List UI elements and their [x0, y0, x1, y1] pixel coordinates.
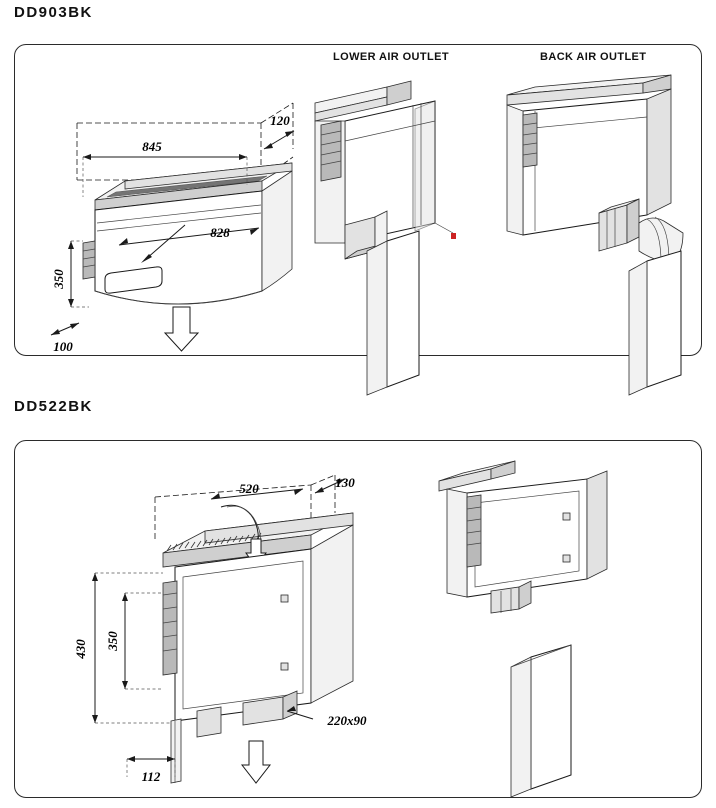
- dd522bk-assembly-view: [439, 461, 607, 797]
- dim-520: 520: [239, 481, 259, 496]
- diagram-panel-dd903bk: [14, 44, 702, 356]
- down-arrow-icon: [165, 307, 198, 351]
- model-title-dd903bk: DD903BK: [14, 4, 93, 21]
- dd522bk-drawings: [15, 441, 703, 799]
- panel-label-back-air-outlet: BACK AIR OUTLET: [540, 51, 647, 63]
- dd903bk-isometric-view: [51, 103, 294, 354]
- model-title-dd522bk: DD522BK: [14, 398, 93, 415]
- dim-220x90: 220x90: [327, 713, 367, 728]
- dim-845: 845: [142, 139, 162, 154]
- red-marker-icon: [451, 233, 456, 239]
- dim-828: 828: [210, 225, 230, 240]
- dd903bk-lower-air-outlet-view: [315, 81, 456, 395]
- dim-350: 350: [105, 631, 120, 651]
- dim-120: 120: [270, 113, 290, 128]
- panel-label-lower-air-outlet: LOWER AIR OUTLET: [333, 51, 449, 63]
- dim-430: 430: [73, 639, 88, 659]
- dd903bk-drawings: [15, 45, 703, 357]
- dd522bk-isometric-view: [73, 475, 367, 784]
- dim-350: 350: [51, 269, 66, 289]
- dim-100: 100: [53, 339, 73, 354]
- down-arrow-icon: [242, 741, 270, 783]
- diagram-panel-dd522bk: [14, 440, 702, 798]
- dim-130: 130: [335, 475, 355, 490]
- dd903bk-back-air-outlet-view: [507, 75, 683, 395]
- dim-112: 112: [141, 769, 161, 784]
